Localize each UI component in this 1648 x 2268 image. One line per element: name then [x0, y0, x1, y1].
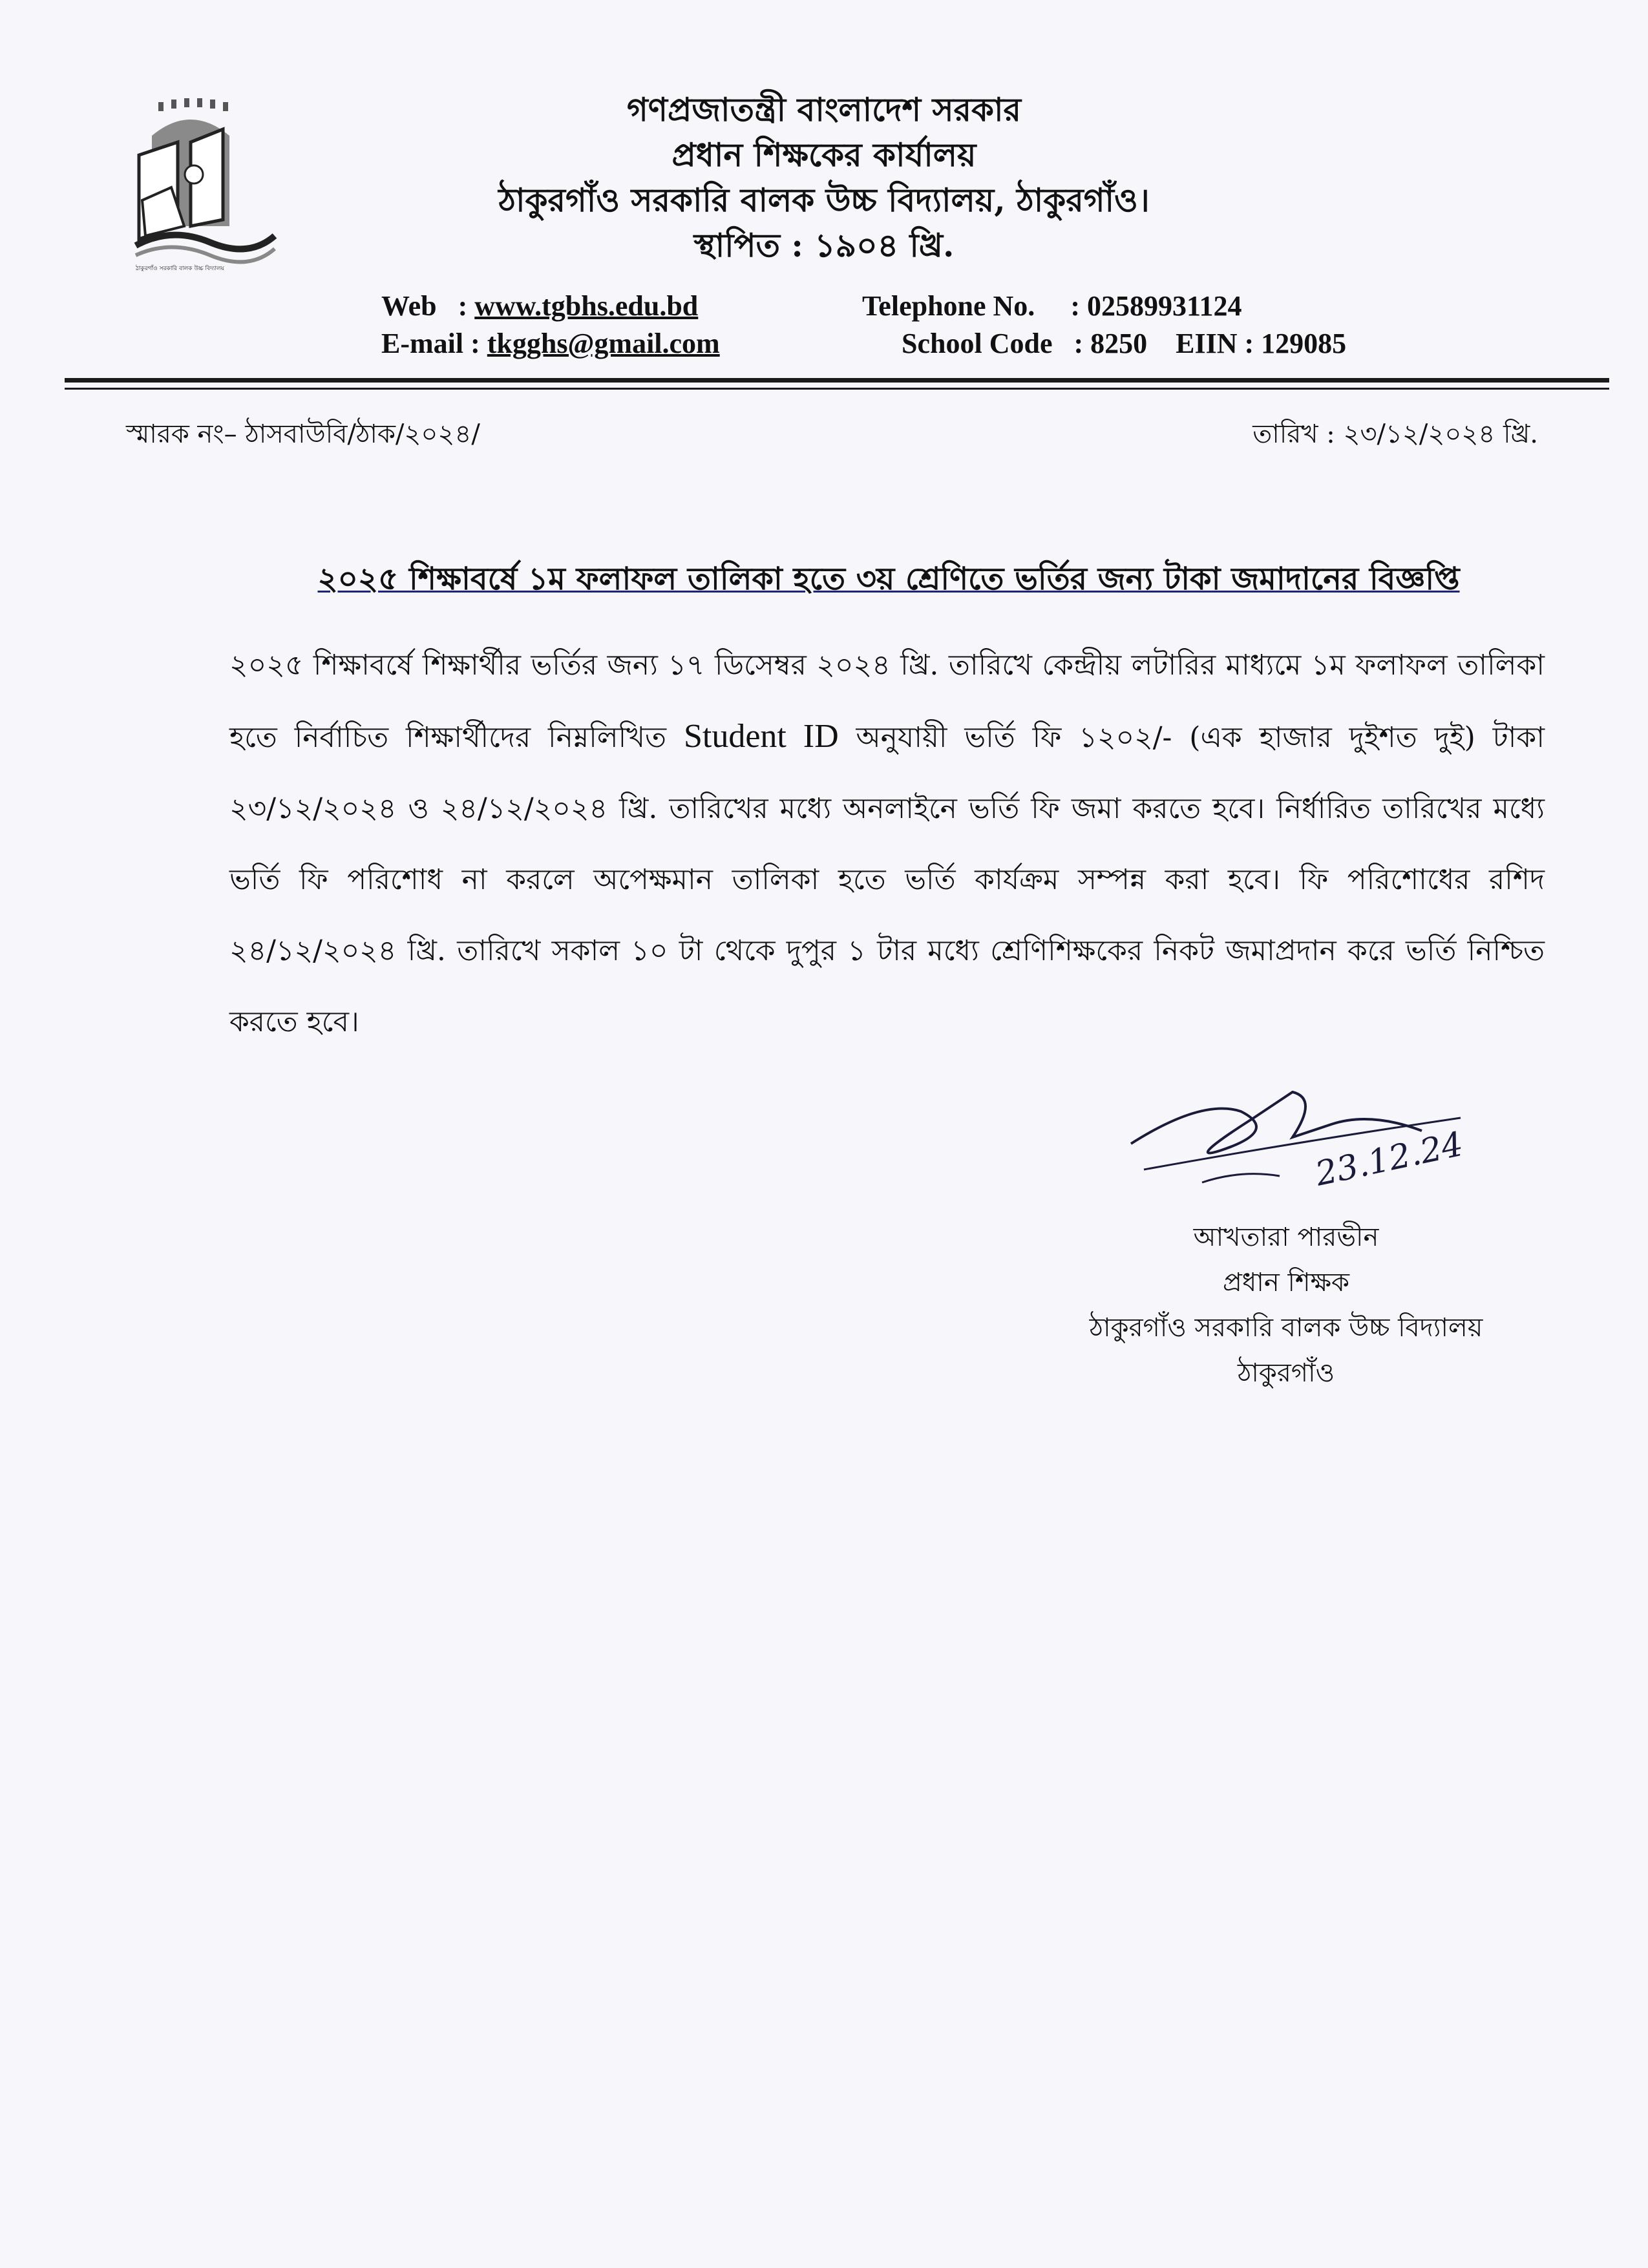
handwritten-signature	[1125, 1073, 1486, 1215]
email-label: E-mail	[381, 328, 464, 359]
notice-body	[229, 630, 1545, 1058]
signatory-name: আখতারা পারভীন	[1193, 1223, 1379, 1252]
signature-block	[1021, 1215, 1551, 1396]
telephone-value: 02589931124	[1086, 290, 1242, 322]
memo-date: তারিখ : ২৩/১২/২০২৪ খ্রি.	[1252, 419, 1538, 449]
school-code-label: School Code	[902, 328, 1053, 359]
web-link[interactable]: www.tgbhs.edu.bd	[474, 290, 699, 322]
office-name: প্রধান শিক্ষকের কার্যালয়	[671, 136, 977, 174]
government-name: গণপ্রজাতন্ত্রী বাংলাদেশ সরকার	[627, 90, 1021, 129]
web-label: Web	[381, 290, 437, 322]
school-code-row: School Code : 8250 EIIN : 129085	[902, 328, 1347, 359]
school-code-value: 8250	[1090, 328, 1148, 359]
signature-date: 23.12.24	[1312, 1124, 1467, 1194]
email-link[interactable]: tkgghs@gmail.com	[487, 328, 720, 359]
notice-body-student-id: Student ID	[683, 718, 839, 755]
telephone-row: Telephone No. : 02589931124	[862, 290, 1242, 322]
school-name: ঠাকুরগাঁও সরকারি বালক উচ্চ বিদ্যালয়, ঠাকুরগাঁও।	[498, 181, 1150, 219]
notice-body-text-1: ২০২৫ শিক্ষাবর্ষে শিক্ষার্থীর ভর্তির জন্য ১৭ ডিসেম্বর ২০২৪ খ্রি. তারিখে কেন্দ্রীয় লটারির মাধ্যমে ১ম ফলাফল তালিকা হতে নির্বাচিত শিক্ষার্থীদের নিম্নলিখিত	[229, 649, 1545, 754]
notice-body-text-2: অনুযায়ী ভর্তি ফি ১২০২/- (এক হাজার দুইশত দুই) টাকা ২৩/১২/২০২৪ ও ২৪/১২/২০২৪ খ্রি. তারিখের মধ্যে অনলাইনে ভর্তি ফি জমা করতে হবে। নির্ধারিত তারিখের মধ্যে ভর্তি ফি পরিশোধ না করলে অপেক্ষমান তালিকা হতে ভর্তি কার্যক্রম সম্পন্ন করা হবে। ফি পরিশোধের রশিদ ২৪/১২/২০২৪ খ্রি. তারিখে সকাল ১০ টা থেকে দুপুর ১ টার মধ্যে শ্রেণিশিক্ষকের নিকট জমাপ্রদান করে ভর্তি নিশ্চিত করতে হবে।	[229, 721, 1545, 1038]
header-divider-thin	[65, 388, 1609, 390]
established-year: স্থাপিত : ১৯০৪ খ্রি.	[693, 226, 955, 264]
signatory-place: ঠাকুরগাঁও	[1237, 1358, 1335, 1388]
eiin-label: EIIN	[1176, 328, 1238, 359]
eiin-value: 129085	[1261, 328, 1347, 359]
notice-title: ২০২৫ শিক্ষাবর্ষে ১ম ফলাফল তালিকা হতে ৩য় শ্রেণিতে ভর্তির জন্য টাকা জমাদানের বিজ্ঞপ্তি	[317, 561, 1460, 597]
signatory-institution: ঠাকুরগাঁও সরকারি বালক উচ্চ বিদ্যালয়	[1089, 1313, 1483, 1343]
logo-caption: ঠাকুরগাঁও সরকারি বালক উচ্চ বিদ্যালয়	[136, 266, 224, 272]
web-row: Web : www.tgbhs.edu.bd	[381, 290, 699, 322]
signatory-designation: প্রধান শিক্ষক	[1223, 1268, 1349, 1297]
memo-reference: স্মারক নং– ঠাসবাউবি/ঠাক/২০২৪/	[126, 419, 480, 449]
email-row: E-mail : tkgghs@gmail.com	[381, 328, 720, 359]
telephone-label: Telephone No.	[862, 290, 1035, 322]
header-divider	[65, 378, 1609, 383]
